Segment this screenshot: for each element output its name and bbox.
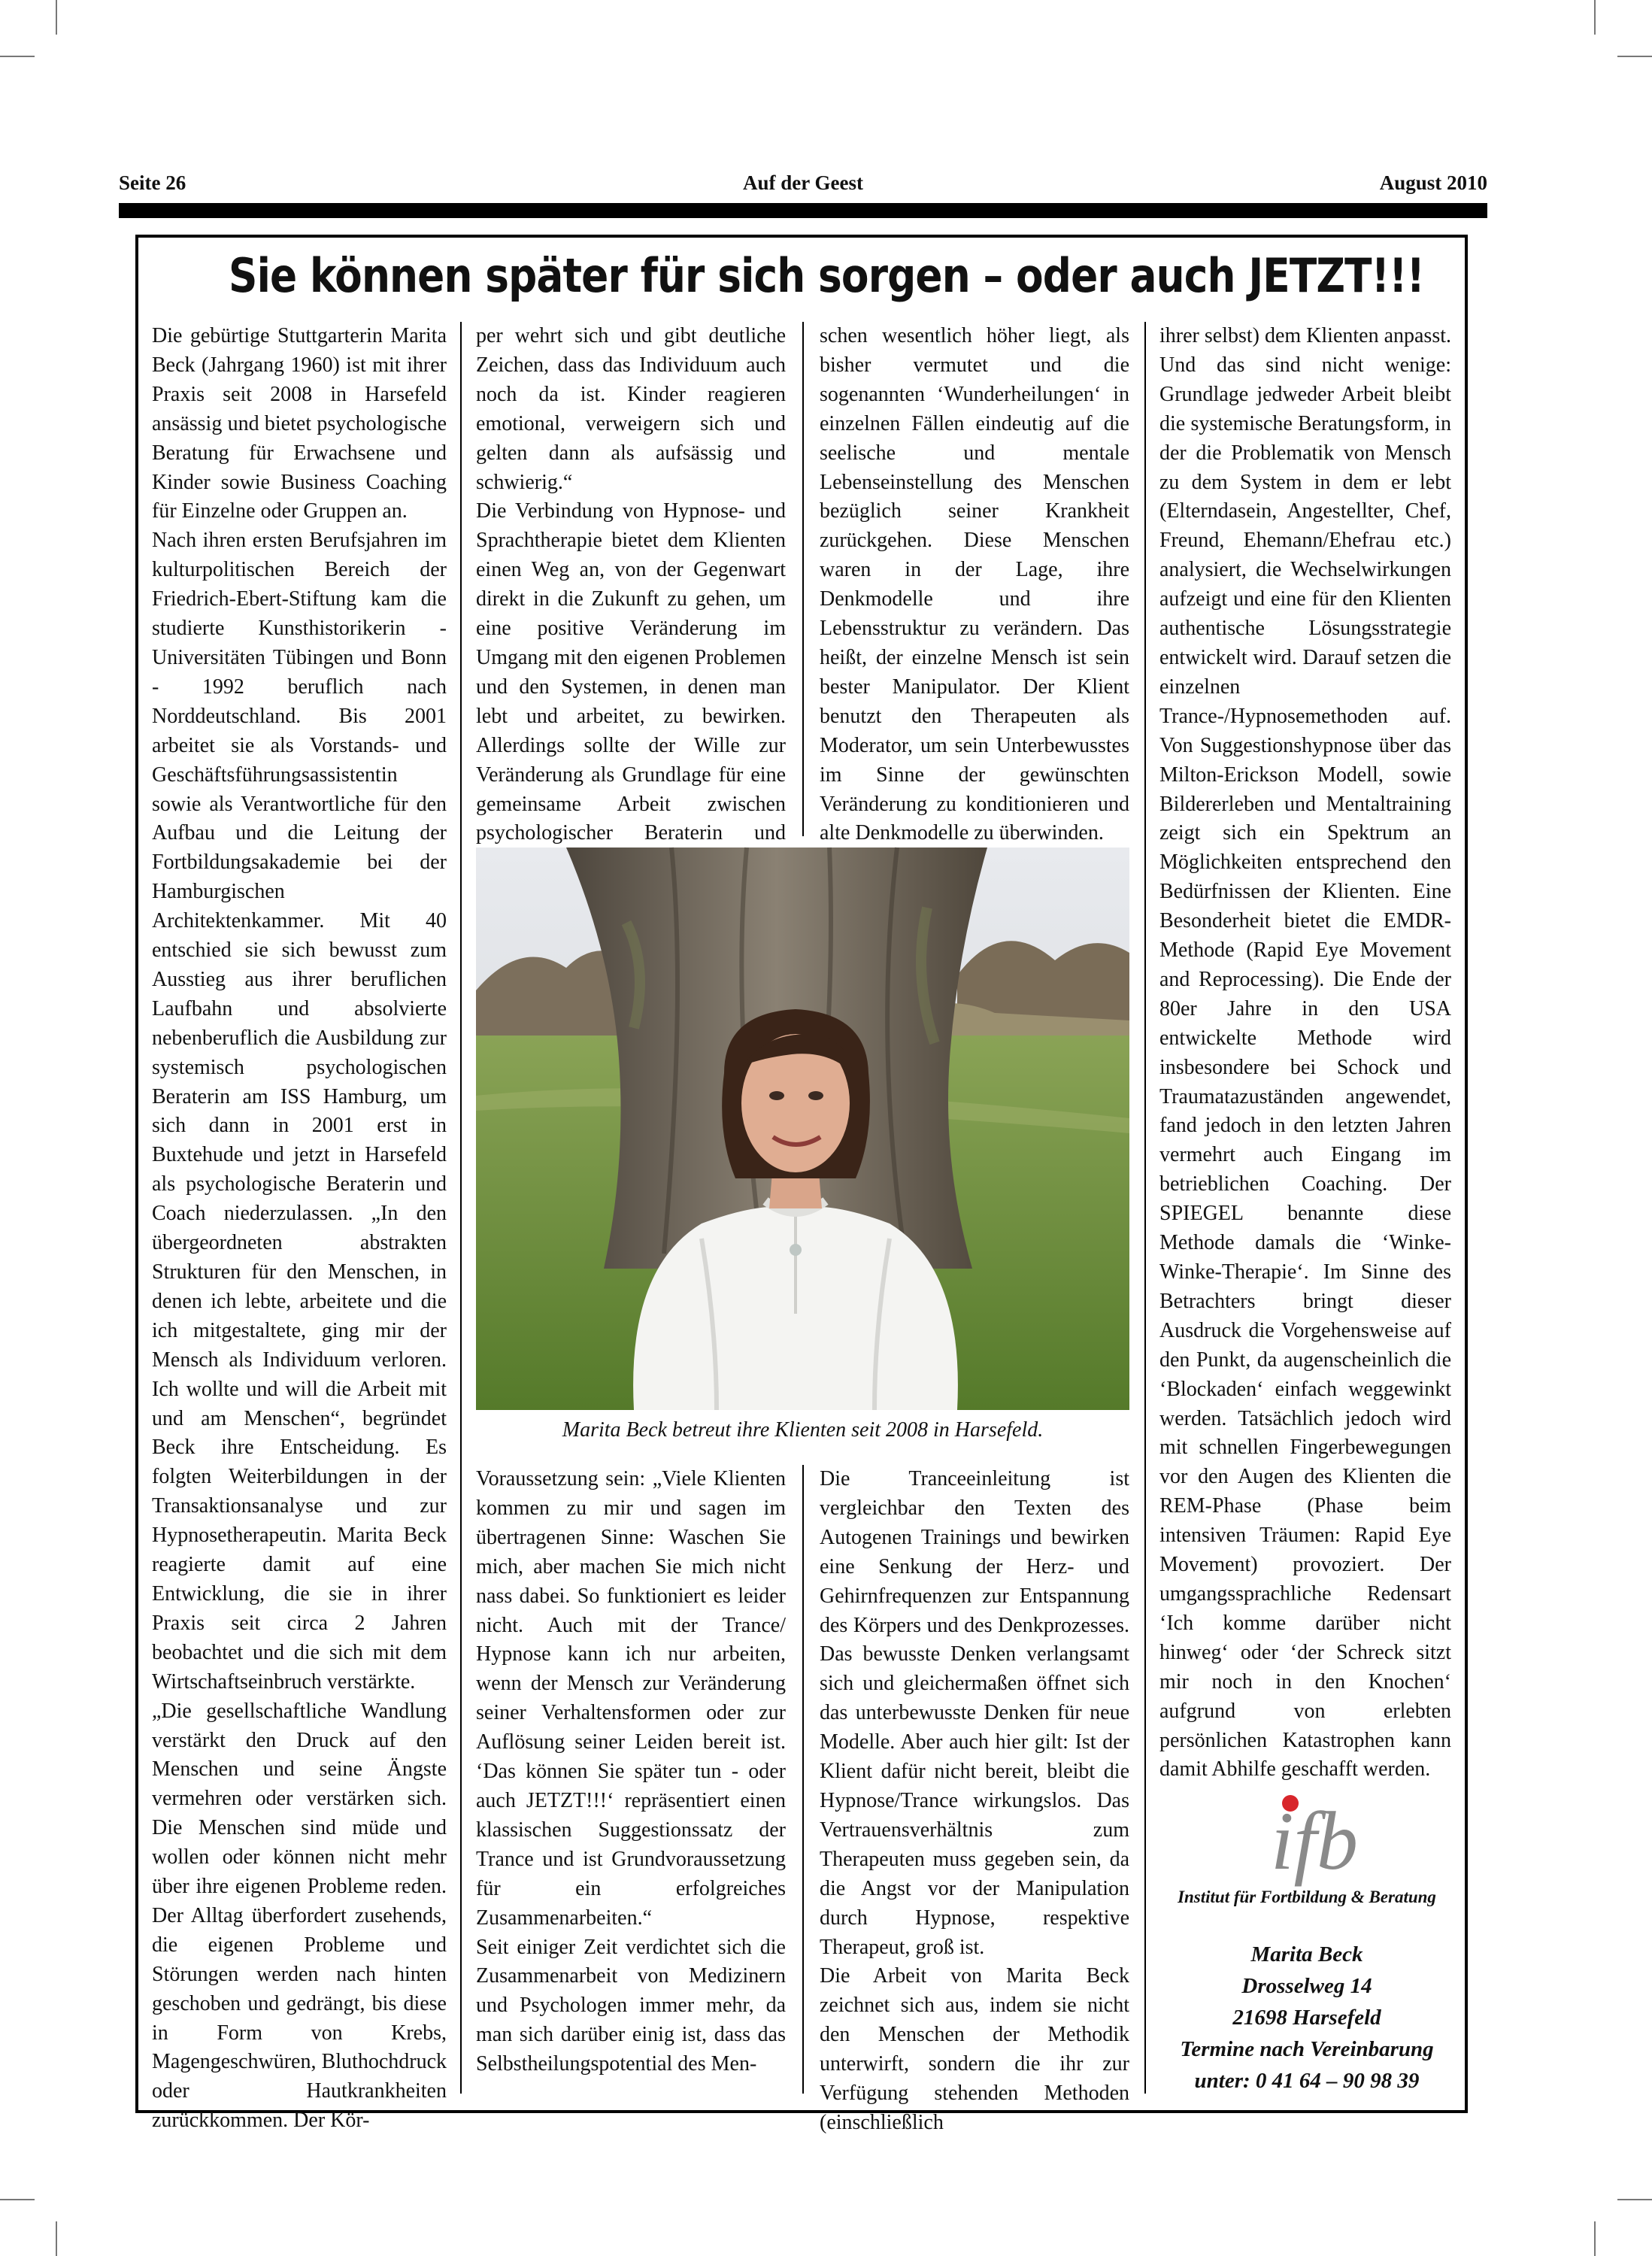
paragraph: schen wesentlich höher liegt, als bisher vermutet und die sogenannten ‘Wunderheilungen‘ in einzelnen Fällen eindeutig auf die seelische und mentale Lebenseinstellung des Menschen bezüglich seiner Krankheit zurückgehen. Diese Menschen waren in der Lage, ihre Denkmodelle und ihre Lebensstruktur zu verändern. Das heißt, der einzelne Mensch ist sein bester Manipulator. Der Klient benutzt den Therapeuten als Moderator, um sein Unterbewusstes im Sinne der gewünschten Veränderung zu konditionieren und alte Denkmodelle zu überwinden. — [820, 324, 1129, 845]
paragraph: per wehrt sich und gibt deutliche Zeichen, dass das Individuum auch noch da ist. Kinder reagieren emotional, verweigern sich und gelten dann als aufsässig und schwierig.“ — [476, 324, 786, 494]
logo-letters: ifb — [1270, 1795, 1359, 1887]
paragraph: Seit einiger Zeit verdichtet sich die Zusammenarbeit von Medizinern und Psychologen immer mehr, da man sich darüber einig ist, dass das Selbstheilungspotential des Men- — [476, 1935, 786, 2076]
text-column-2-bottom — [476, 1465, 786, 2094]
issue-date: August 2010 — [1379, 171, 1487, 194]
text-column-1 — [152, 322, 447, 2133]
portrait-image — [476, 848, 1129, 1410]
portrait-photo — [476, 848, 1129, 1410]
contact-note: Termine nach Vereinbarung — [1180, 2037, 1434, 2061]
photo-caption: Marita Beck betreut ihre Klienten seit 2008 in Harsefeld. — [562, 1418, 1044, 1442]
contact-phone: unter: 0 41 64 – 90 98 39 — [1194, 2069, 1420, 2093]
column-divider — [802, 1465, 804, 2094]
column-divider — [802, 322, 804, 836]
crop-mark — [0, 56, 35, 57]
text-column-3-top — [820, 322, 1129, 845]
paragraph: „Die gesellschaftliche Wandlung verstärkt den Druck auf den Menschen und seine Ängste vermehren oder verstärken sich. Die Menschen sind müde und wollen oder können nicht mehr über ihre eigenen Probleme reden. Der Alltag überfordert zusehends, die eigenen Probleme und Störungen werden nach hinten geschoben und gedrängt, bis diese in Form von Krebs, Magengeschwüren, Bluthochdruck oder Hautkrankheiten zurückkommen. Der Kör- — [152, 1699, 447, 2133]
contact-block — [1164, 1939, 1450, 2097]
contact-street: Drosselweg 14 — [1241, 1974, 1372, 1998]
crop-mark — [1617, 56, 1652, 57]
crop-mark — [56, 2221, 57, 2256]
text-column-2-top — [476, 322, 786, 845]
text-column-4 — [1159, 322, 1452, 1781]
crop-mark — [1594, 2221, 1596, 2256]
paragraph: Die Tranceeinleitung ist vergleichbar den Texten des Autogenen Trainings und bewirken eine Senkung der Herz- und Gehirnfrequenzen zur Entspannung des Körpers und des Denkprozesses. Das bewusste Denken verlangsamt sich und gleichermaßen öffnet sich das unterbewusste Denken für neue Modelle. Aber auch hier gilt: Ist der Klient dafür nicht bereit, bleibt die Hypnose/Trance wirkungslos. Das Vertrauensverhältnis zum Therapeuten muss gegeben sein, da die Angst vor der Manipulation durch Hypnose, respektive Therapeut, groß ist. — [820, 1467, 1129, 1959]
institute-name: Institut für Fortbildung & Beratung — [1178, 1888, 1436, 1906]
article-headline: Sie können später für sich sorgen – oder auch JETZT!!! — [229, 248, 1425, 303]
paragraph: ihrer selbst) dem Klienten anpasst. Und das sind nicht wenige: Grundlage jedweder Arbeit bleibt die systemische Beratungsform, in der die Problematik von Mensch zu dem System in dem er lebt (Elterndasein, Angestellter, Chef, Freund, Ehemann/Ehefrau etc.) analysiert, die Wechselwirkungen aufzeigt und eine für den Klienten authentische Lösungsstrategie entwickelt wird. Darauf setzen die einzelnen Trance-/Hypnosemethoden auf. Von Suggestionshypnose über das Milton-Erickson Modell, sowie Bildererleben und Mentaltraining zeigt sich ein Spektrum an Möglichkeiten entsprechend den Bedürfnissen der Klienten. Eine Besonderheit bietet die EMDR-Methode (Rapid Eye Movement and Reprocessing). Die Ende der 80er Jahre in den USA entwickelte Methode wird insbesondere bei Schock und Traumatazuständen angewendet, fand jedoch in den letzten Jahren vermehrt auch Eingang im betrieblichen Coaching. Der SPIEGEL benannte diese Methode damals die ‘Winke-Winke-Therapie‘. Im Sinne des Betrachters bringt dieser Ausdruck die Vorgehensweise auf den Punkt, da augenscheinlich die ‘Blockaden‘ einfach weggewinkt werden. Tatsächlich jedoch wird mit schnellen Fingerbewegungen vor den Augen des Klienten die REM-Phase (Phase beim intensiven Träumen: Rapid Eye Movement) provoziert. Der umgangssprachliche Redensart ‘Ich komme darüber nicht hinweg‘ oder ‘der Schreck sitzt mir noch in den Knochen‘ aufgrund von erlebten persönlichen Katastrophen kann damit Abhilfe geschafft werden. — [1159, 324, 1452, 1781]
publication-name: Auf der Geest — [743, 171, 863, 194]
paragraph: Die gebürtige Stuttgarterin Marita Beck (Jahrgang 1960) ist mit ihrer Praxis seit 2008 in Harsefeld ansässig und bietet psychologische Beratung für Erwachsene und Kinder sowie Business Coaching für Einzelne oder Gruppen an. — [152, 324, 447, 523]
ifb-logo-mark — [1254, 1790, 1375, 1888]
paragraph: Voraussetzung sein: „Viele Klienten kommen zu mir und sagen im übertragenen Sinne: Waschen Sie mich, aber machen Sie mich nicht nass dabei. So funktioniert es leider nicht. Auch mit der Trance/ Hypnose kann ich nur arbeiten, wenn der Mensch zur Veränderung seiner Verhaltensformen oder zur Auflösung seiner Leiden bereit ist. ‘Das können Sie später tun - oder auch JETZT!!!‘ repräsentiert einen klassischen Suggestionssatz der Trance und ist Grundvoraussetzung für ein erfolgreiches Zusammenarbeiten.“ — [476, 1467, 786, 1930]
crop-mark — [0, 2199, 35, 2200]
ifb-logo — [1164, 1790, 1450, 1925]
paragraph: Die Arbeit von Marita Beck zeichnet sich aus, indem sie nicht den Menschen der Methodik unterwirft, sondern die ihr zur Verfügung stehenden Methoden (einschließlich — [820, 1964, 1129, 2134]
contact-city: 21698 Harsefeld — [1232, 2006, 1381, 2030]
page-number: Seite 26 — [119, 171, 186, 194]
text-column-3-bottom — [820, 1465, 1129, 2134]
header-rule — [119, 203, 1487, 218]
contact-name: Marita Beck — [1250, 1942, 1363, 1966]
paragraph: Die Verbindung von Hypnose- und Sprachtherapie bietet dem Klienten einen Weg an, von der Gegenwart direkt in die Zukunft zu gehen, um eine positive Veränderung im Umgang mit den eigenen Problemen und den Systemen, in denen man lebt und arbeitet, zu bewirken. Allerdings sollte der Wille zur Veränderung als Grundlage für eine gemeinsame Arbeit zwischen psychologischer Beraterin und — [476, 499, 786, 845]
crop-mark — [1594, 0, 1596, 35]
paragraph: Nach ihren ersten Berufsjahren im kulturpolitischen Bereich der Friedrich-Ebert-Stiftung kam die studierte Kunsthistorikerin - Universitäten Tübingen und Bonn - 1992 beruflich nach Norddeutschland. Bis 2001 arbeitet sie als Vorstands- und Geschäftsführungsassistentin sowie als Verantwortliche für den Aufbau und die Leitung der Fortbildungsakademie bei der Hamburgischen Architektenkammer. Mit 40 entschied sie sich bewusst zum Ausstieg aus ihrer beruflichen Laufbahn und absolvierte nebenberuflich die Ausbildung zur systemisch psychologischen Beraterin am ISS Hamburg, um sich dann in 2001 erst in Buxtehude und jetzt in Harsefeld als psychologische Beraterin und Coach niederzulassen. „In den übergeordneten abstrakten Strukturen für den Menschen, in denen ich lebte, arbeitete und die ich mitgestaltete, ging mir der Mensch als Individuum verloren. Ich wollte und will die Arbeit mit und am Menschen“, begründet Beck ihre Entscheidung. Es folgten Weiterbildungen in der Transaktionsanalyse und zur Hypnosetherapeutin. Marita Beck reagierte damit auf eine Entwicklung, die sie in ihrer Praxis seit circa 2 Jahren beobachtet und die sich mit dem Wirtschaftseinbruch verstärkte. — [152, 529, 447, 1694]
column-divider — [460, 322, 462, 2094]
column-divider — [1144, 322, 1146, 2094]
running-header — [119, 171, 1487, 199]
crop-mark — [56, 0, 57, 35]
crop-mark — [1617, 2199, 1652, 2200]
